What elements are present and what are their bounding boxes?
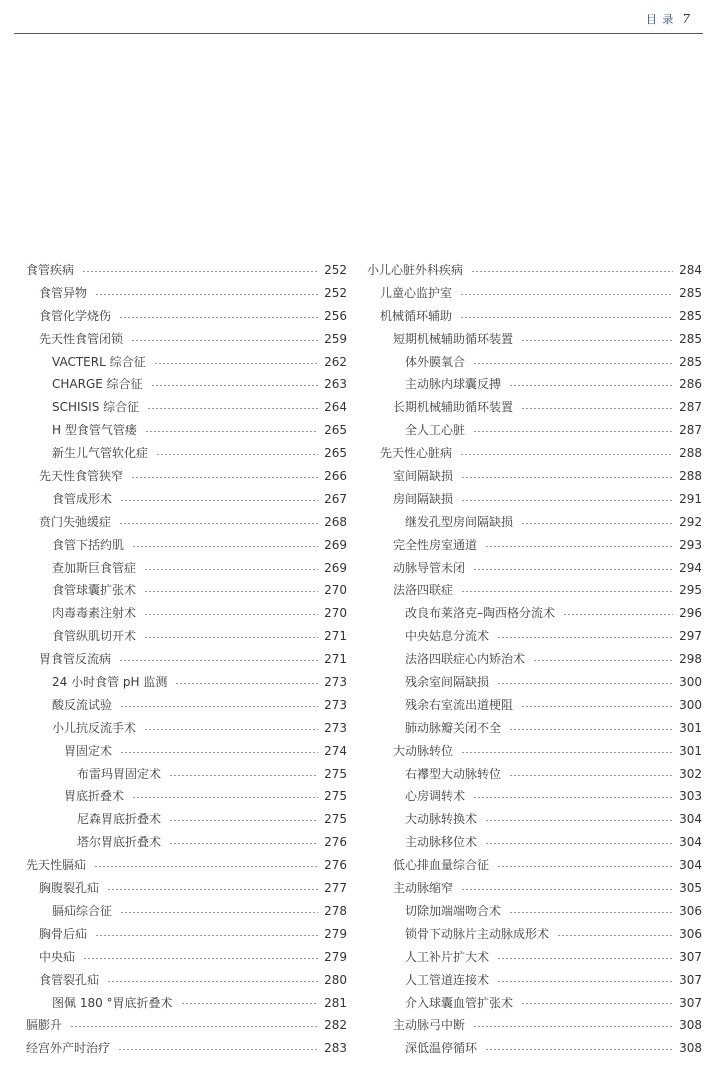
toc-entry-page: 284 [679, 263, 702, 277]
dot-leader [144, 637, 318, 638]
toc-entry[interactable] [26, 602, 347, 625]
toc-entry-title: 继发孔型房间隔缺损 [405, 514, 514, 529]
toc-entry[interactable] [367, 373, 702, 396]
toc-entry[interactable] [26, 831, 347, 854]
toc-entry-page: 304 [679, 812, 702, 827]
toc-entry[interactable] [367, 946, 702, 969]
dot-leader [461, 591, 673, 592]
toc-entry-page: 262 [324, 354, 347, 369]
toc-column-right [367, 259, 702, 1060]
dot-leader [461, 477, 673, 478]
toc-entry-title: 中央姑息分流术 [405, 629, 490, 644]
toc-entry-page: 281 [324, 995, 347, 1010]
toc-entry[interactable] [26, 488, 347, 511]
toc-entry[interactable] [367, 785, 702, 808]
toc-entry-title: 主动脉缩窄 [393, 881, 454, 896]
toc-entry-title: 室间隔缺损 [393, 469, 454, 484]
toc-entry-page: 307 [679, 949, 702, 964]
toc-entry[interactable] [367, 854, 702, 877]
toc-entry[interactable] [26, 305, 347, 328]
toc-entry[interactable] [367, 396, 702, 419]
toc-entry[interactable] [367, 717, 702, 740]
toc-entry-page: 304 [679, 835, 702, 850]
dot-leader [497, 981, 673, 982]
toc-entry-title: 大动脉转位 [393, 743, 454, 758]
dot-leader [473, 797, 673, 798]
toc-entry[interactable] [26, 763, 347, 786]
toc-entry[interactable] [26, 419, 347, 442]
toc-entry-page: 285 [679, 285, 702, 300]
toc-entry[interactable] [367, 442, 702, 465]
toc-entry-page: 273 [324, 697, 347, 712]
toc-entry-title: 人工补片扩大术 [405, 949, 490, 964]
toc-entry-page: 275 [324, 766, 347, 781]
dot-leader [147, 408, 318, 409]
toc-entry-title: 小儿抗反流手术 [52, 720, 137, 735]
toc-entry-title: 膈膨升 [26, 1018, 63, 1033]
dot-leader [460, 294, 673, 295]
dot-leader [120, 706, 318, 707]
dot-leader [485, 843, 673, 844]
toc-entry-title: 深低温停循环 [405, 1041, 478, 1056]
toc-entry-title: 机械循环辅助 [380, 308, 453, 323]
toc-entry-page: 273 [324, 675, 347, 690]
toc-entry[interactable] [26, 854, 347, 877]
dot-leader [144, 614, 318, 615]
toc-entry-page: 283 [324, 1041, 347, 1056]
toc-entry-page: 279 [324, 949, 347, 964]
toc-entry[interactable] [367, 831, 702, 854]
toc-entry-title: 食管球囊扩张术 [52, 583, 137, 598]
dot-leader [95, 935, 318, 936]
toc-entry-title: 大动脉转换术 [405, 812, 478, 827]
toc-entry[interactable] [367, 511, 702, 534]
toc-entry-page: 271 [324, 652, 347, 667]
toc-entry-page: 287 [679, 423, 702, 438]
toc-entry-page: 268 [324, 514, 347, 529]
dot-leader [485, 1049, 673, 1050]
page-number: 7 [682, 12, 691, 26]
toc-entry-page: 273 [324, 720, 347, 735]
toc-entry[interactable] [367, 900, 702, 923]
toc-entry[interactable] [367, 625, 702, 648]
toc-entry[interactable] [26, 648, 347, 671]
dot-leader [563, 614, 673, 615]
toc-entry-title: 食管下括约肌 [52, 537, 125, 552]
toc-entry-page: 287 [679, 400, 702, 415]
toc-entry-title: 食管裂孔疝 [39, 972, 100, 987]
toc-entry[interactable] [367, 1014, 702, 1037]
toc-entry-title: 全人工心脏 [405, 423, 466, 438]
toc-entry[interactable] [26, 465, 347, 488]
toc-entry-title: 主动脉移位术 [405, 835, 478, 850]
dot-leader [471, 271, 673, 272]
toc-entry[interactable] [367, 969, 702, 992]
toc-entry-page: 285 [679, 354, 702, 369]
dot-leader [521, 706, 673, 707]
dot-leader [460, 454, 673, 455]
toc-entry[interactable] [367, 740, 702, 763]
dot-leader [70, 1026, 318, 1027]
toc-entry-title: 房间隔缺损 [393, 491, 454, 506]
dot-leader [132, 546, 318, 547]
toc-entry-title: 长期机械辅助循环装置 [393, 400, 514, 415]
dot-leader [521, 408, 673, 409]
toc-entry-page: 271 [324, 629, 347, 644]
dot-leader [533, 660, 673, 661]
toc-entry-page: 280 [324, 972, 347, 987]
dot-leader [497, 683, 673, 684]
toc-entry[interactable] [367, 488, 702, 511]
toc-entry-page: 306 [679, 926, 702, 941]
dot-leader [473, 569, 673, 570]
dot-leader [120, 500, 318, 501]
toc-entry[interactable] [367, 419, 702, 442]
toc-entry[interactable] [367, 465, 702, 488]
toc-entry-page: 296 [679, 606, 702, 621]
toc-entry-page: 264 [324, 400, 347, 415]
toc-entry-title: 先天性食管狭窄 [39, 469, 124, 484]
toc-entry[interactable] [367, 808, 702, 831]
toc-entry-page: 285 [679, 331, 702, 346]
toc-entry-page: 305 [679, 881, 702, 896]
running-head [646, 11, 691, 27]
toc-entry[interactable] [367, 579, 702, 602]
toc-entry[interactable] [367, 763, 702, 786]
toc-entry-title: 中央疝 [39, 949, 76, 964]
toc-entry-title: 食管化学烧伤 [39, 308, 112, 323]
toc-entry[interactable] [26, 1014, 347, 1037]
toc-entry-page: 292 [679, 514, 702, 529]
toc-entry-page: 308 [679, 1041, 702, 1056]
toc-entry-title: 小儿心脏外科疾病 [367, 263, 464, 277]
toc-entry-page: 266 [324, 469, 347, 484]
toc-entry[interactable] [26, 534, 347, 557]
dot-leader [144, 569, 318, 570]
dot-leader [154, 363, 319, 364]
toc-entry-page: 265 [324, 423, 347, 438]
toc-entry[interactable] [26, 373, 347, 396]
toc-entry-title: 胃固定术 [64, 743, 113, 758]
toc-entry[interactable] [26, 992, 347, 1015]
toc-entry[interactable] [367, 694, 702, 717]
toc-entry[interactable] [26, 969, 347, 992]
toc-entry[interactable] [367, 648, 702, 671]
dot-leader [119, 523, 318, 524]
toc-entry-title: 人工管道连接术 [405, 972, 490, 987]
toc-entry-page: 288 [679, 446, 702, 461]
dot-leader [145, 431, 318, 432]
toc-entry-title: 贲门失弛缓症 [39, 514, 112, 529]
dot-leader [131, 477, 318, 478]
toc-entry-title: VACTERL 综合征 [52, 354, 146, 369]
toc-entry-page: 303 [679, 789, 702, 804]
dot-leader [82, 271, 318, 272]
toc-entry-page: 282 [324, 1018, 347, 1033]
toc-entry-title: 布雷玛胃固定术 [77, 766, 162, 781]
toc-entry-page: 279 [324, 926, 347, 941]
toc-entry-page: 301 [679, 743, 702, 758]
toc-entry-page: 269 [324, 560, 347, 575]
dot-leader [497, 866, 673, 867]
dot-leader [169, 775, 318, 776]
toc-entry-title: SCHISIS 综合征 [52, 400, 140, 415]
toc-entry-title: 动脉导管未闭 [393, 560, 466, 575]
toc-entry-page: 291 [679, 491, 702, 506]
toc-entry-page: 298 [679, 652, 702, 667]
dot-leader [156, 454, 318, 455]
toc-entry-title: 短期机械辅助循环装置 [393, 331, 514, 346]
toc-entry[interactable] [26, 625, 347, 648]
toc-entry[interactable] [367, 602, 702, 625]
toc-entry[interactable] [26, 282, 347, 305]
dot-leader [509, 912, 673, 913]
toc-entry[interactable] [367, 992, 702, 1015]
dot-leader [107, 981, 318, 982]
toc-entry-page: 307 [679, 972, 702, 987]
toc-entry-page: 277 [324, 881, 347, 896]
toc-entry-title: 经宫外产时治疗 [26, 1041, 111, 1056]
dot-leader [144, 591, 318, 592]
toc-entry-title: 尼森胃底折叠术 [77, 812, 162, 827]
dot-leader [120, 752, 318, 753]
toc-entry-page: 252 [324, 285, 347, 300]
toc-entry[interactable] [367, 923, 702, 946]
toc-entry-title: 锁骨下动脉片主动脉成形术 [405, 926, 550, 941]
toc-entry-page: 288 [679, 469, 702, 484]
dot-leader [120, 912, 318, 913]
toc-entry-page: 265 [324, 446, 347, 461]
dot-leader [497, 637, 673, 638]
toc-entry-page: 256 [324, 308, 347, 323]
dot-leader [83, 958, 318, 959]
toc-entry-title: 酸反流试验 [52, 697, 113, 712]
toc-entry[interactable] [367, 259, 702, 282]
toc-entry-page: 307 [679, 995, 702, 1010]
toc-entry-title: 塔尔胃底折叠术 [77, 835, 162, 850]
toc-entry-page: 293 [679, 537, 702, 552]
dot-leader [461, 889, 673, 890]
dot-leader [460, 317, 673, 318]
dot-leader [521, 1003, 673, 1004]
toc-entry[interactable] [26, 579, 347, 602]
toc-entry-page: 297 [679, 629, 702, 644]
toc-entry[interactable] [26, 923, 347, 946]
dot-leader [485, 820, 673, 821]
dot-leader [119, 317, 318, 318]
toc-entry[interactable] [367, 328, 702, 351]
toc-entry-title: 食管纵肌切开术 [52, 629, 137, 644]
toc-entry-title: 主动脉弓中断 [393, 1018, 466, 1033]
toc-entry[interactable] [26, 900, 347, 923]
toc-entry-title: 介入球囊血管扩张术 [405, 995, 514, 1010]
toc-entry[interactable] [26, 946, 347, 969]
dot-leader [473, 1026, 673, 1027]
toc-entry-title: 低心排血量综合征 [393, 858, 490, 873]
toc-entry-page: 302 [679, 766, 702, 781]
dot-leader [132, 797, 318, 798]
toc-entry[interactable] [26, 717, 347, 740]
toc-entry-title: 先天性膈疝 [26, 858, 87, 873]
page-header [14, 0, 703, 34]
dot-leader [151, 385, 318, 386]
toc-entry-title: 胃食管反流病 [39, 652, 112, 667]
dot-leader [95, 294, 318, 295]
toc-entry-page: 263 [324, 377, 347, 392]
toc-entry[interactable] [367, 282, 702, 305]
dot-leader [509, 775, 673, 776]
dot-leader [181, 1003, 319, 1004]
toc-entry-title: 肉毒毒素注射术 [52, 606, 137, 621]
toc-entry-page: 276 [324, 858, 347, 873]
toc-entry-title: 改良布莱洛克–陶西格分流术 [405, 606, 556, 621]
toc-entry[interactable] [26, 396, 347, 419]
toc-entry-title: 胃底折叠术 [64, 789, 125, 804]
toc-entry-title: 24 小时食管 pH 监测 [52, 675, 168, 690]
toc-entry-page: 300 [679, 697, 702, 712]
dot-leader [521, 523, 673, 524]
toc-entry[interactable] [26, 671, 347, 694]
toc-entry-title: 法洛四联症 [393, 583, 454, 598]
toc-entry[interactable] [367, 671, 702, 694]
toc-entry-title: 食管疾病 [26, 263, 75, 277]
dot-leader [473, 431, 673, 432]
running-head-title: 目 录 [645, 13, 675, 26]
toc-entry[interactable] [26, 808, 347, 831]
toc-entry[interactable] [26, 877, 347, 900]
toc-entry[interactable] [367, 877, 702, 900]
toc-entry[interactable] [367, 351, 702, 374]
toc-entry-title: 体外膜氧合 [405, 354, 466, 369]
toc-entry[interactable] [367, 557, 702, 580]
toc-entry-page: 270 [324, 606, 347, 621]
toc-entry-title: 儿童心监护室 [380, 285, 453, 300]
toc-entry-title: 主动脉内球囊反搏 [405, 377, 502, 392]
toc-entry-title: 右襻型大动脉转位 [405, 766, 502, 781]
dot-leader [118, 1049, 318, 1050]
toc-entry-title: 食管成形术 [52, 491, 113, 506]
toc-entry-title: H 型食管气管瘘 [52, 423, 137, 438]
toc-entry-page: 304 [679, 858, 702, 873]
toc-entry-page: 301 [679, 720, 702, 735]
toc-entry-page: 308 [679, 1018, 702, 1033]
toc-entry-page: 275 [324, 812, 347, 827]
toc-entry[interactable] [26, 557, 347, 580]
toc-entry[interactable] [26, 511, 347, 534]
toc-entry[interactable] [367, 305, 702, 328]
dot-leader [144, 729, 318, 730]
toc-entry-title: 残余室间隔缺损 [405, 675, 490, 690]
dot-leader [119, 660, 318, 661]
dot-leader [509, 385, 673, 386]
dot-leader [169, 820, 318, 821]
toc-entry[interactable] [26, 328, 347, 351]
toc-entry-title: 食管异物 [39, 285, 88, 300]
toc-entry-page: 269 [324, 537, 347, 552]
toc-entry[interactable] [367, 1037, 702, 1060]
toc-entry[interactable] [26, 259, 347, 282]
toc-entry-title: 残余右室流出道梗阻 [405, 697, 514, 712]
dot-leader [485, 546, 673, 547]
toc-entry-title: 完全性房室通道 [393, 537, 478, 552]
toc-entry-title: 胸腹裂孔疝 [39, 881, 100, 896]
toc-entry-page: 267 [324, 491, 347, 506]
toc-entry-title: 心房调转术 [405, 789, 466, 804]
toc-entry-title: 先天性食管闭锁 [39, 331, 124, 346]
dot-leader [497, 958, 673, 959]
toc-entry-page: 294 [679, 560, 702, 575]
toc-entry-page: 278 [324, 903, 347, 918]
toc-entry[interactable] [26, 785, 347, 808]
toc-entry-page: 259 [324, 331, 347, 346]
toc-entry-title: 法洛四联症心内矫治术 [405, 652, 526, 667]
toc-entry-title: 图佩 180 °胃底折叠术 [52, 995, 173, 1010]
toc-entry[interactable] [26, 1037, 347, 1060]
toc-column-left [26, 259, 347, 1060]
toc-entry-page: 286 [679, 377, 702, 392]
toc-entry-title: CHARGE 综合征 [52, 377, 143, 392]
toc-entry[interactable] [26, 442, 347, 465]
toc-entry-page: 275 [324, 789, 347, 804]
dot-leader [461, 752, 673, 753]
dot-leader [175, 683, 318, 684]
toc-entry-title: 胸骨后疝 [39, 926, 88, 941]
dot-leader [557, 935, 673, 936]
toc-entry[interactable] [26, 740, 347, 763]
toc-entry-page: 252 [324, 263, 347, 277]
toc-entry-page: 276 [324, 835, 347, 850]
toc-entry-page: 300 [679, 675, 702, 690]
toc-entry-page: 270 [324, 583, 347, 598]
toc-entry-title: 切除加端端吻合术 [405, 903, 502, 918]
dot-leader [461, 500, 673, 501]
toc-entry-title: 先天性心脏病 [380, 446, 453, 461]
toc-entry-page: 306 [679, 903, 702, 918]
dot-leader [107, 889, 318, 890]
toc-entry-title: 肺动脉瓣关闭不全 [405, 720, 502, 735]
toc-entry[interactable] [26, 694, 347, 717]
toc-entry[interactable] [367, 534, 702, 557]
toc-entry-title: 新生儿气管软化症 [52, 446, 149, 461]
dot-leader [473, 363, 673, 364]
toc-entry-page: 274 [324, 743, 347, 758]
dot-leader [509, 729, 673, 730]
dot-leader [169, 843, 318, 844]
dot-leader [94, 866, 318, 867]
toc-entry-title: 查加斯巨食管症 [52, 560, 137, 575]
dot-leader [521, 340, 673, 341]
toc-entry[interactable] [26, 351, 347, 374]
toc-entry-title: 膈疝综合征 [52, 903, 113, 918]
toc-entry-page: 285 [679, 308, 702, 323]
toc-entry-page: 295 [679, 583, 702, 598]
dot-leader [131, 340, 318, 341]
